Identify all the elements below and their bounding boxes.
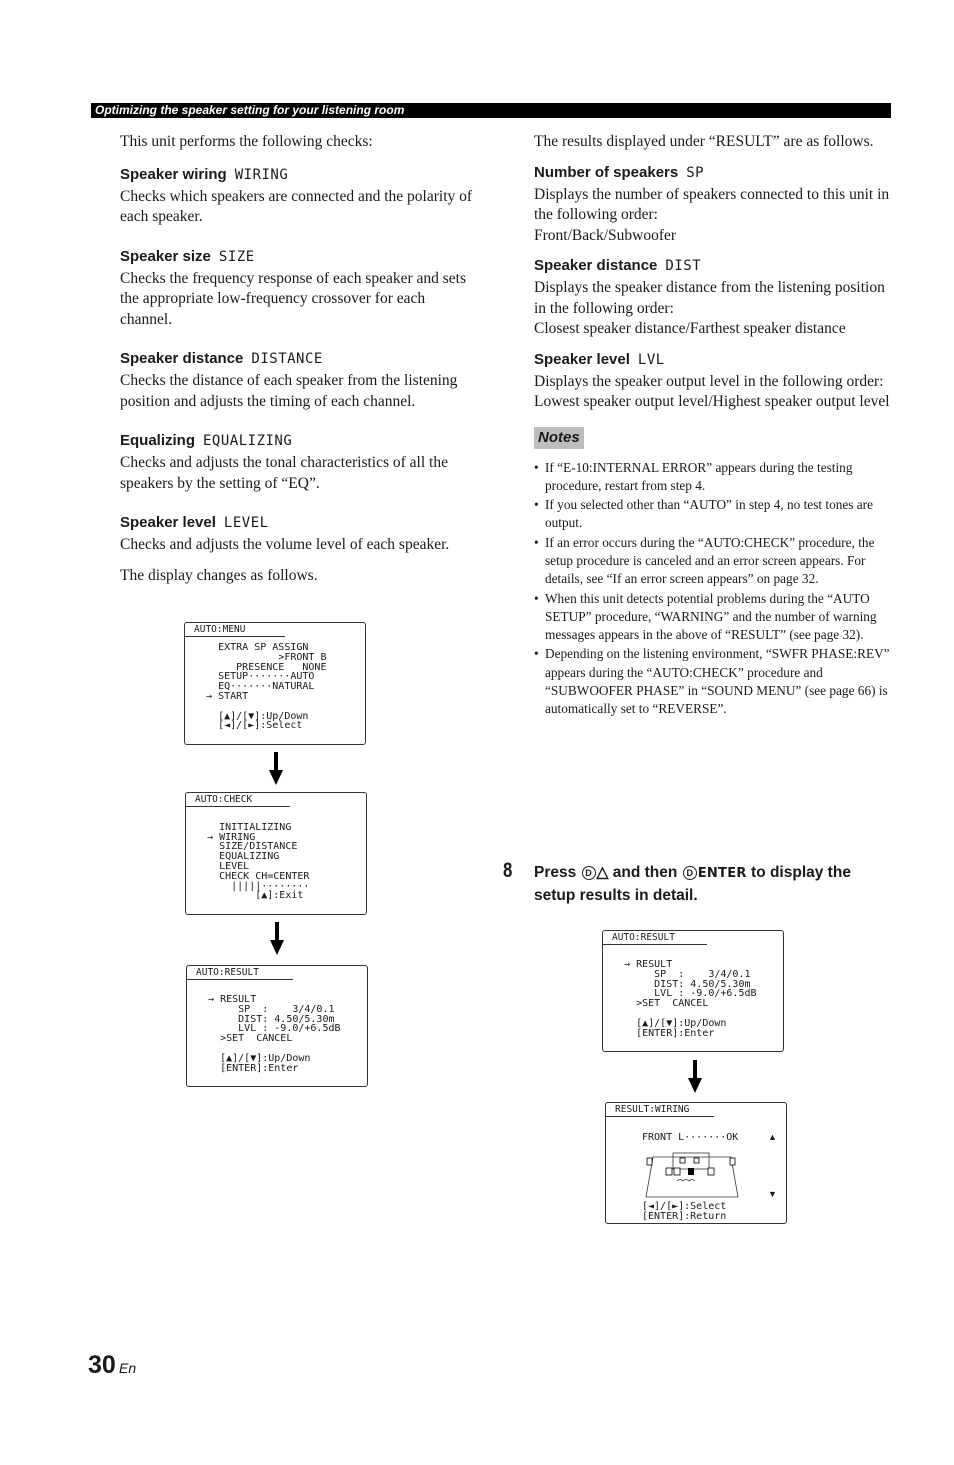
step-instruction [534, 862, 892, 907]
step-number: 8 [503, 859, 513, 882]
step-and-then: and then [612, 864, 678, 881]
check-text: Checks the frequency response of each speaker and sets the appropriate low-frequency crossover for each channel. [120, 269, 467, 328]
result-title: Speaker distance [534, 257, 658, 274]
cursor-up-icon: △ [596, 864, 609, 881]
screen-auto-check [185, 792, 367, 915]
page-number: 30 [88, 1351, 116, 1379]
section-header-title: Optimizing the speaker setting for your listening room [95, 103, 405, 117]
screen-title: RESULT:WIRING [606, 1103, 714, 1117]
check-title: Speaker wiring [120, 165, 227, 183]
note-item: • When this unit detects potential problems during the “AUTO SETUP” procedure, “WARNING” and the number of warning messages appears in the above of “RESULT” (see page 32). [534, 590, 890, 645]
flow-arrow-down-icon [688, 1060, 702, 1094]
notes-label: Notes [534, 427, 584, 449]
speaker-layout-diagram-icon [644, 1151, 740, 1199]
check-size [120, 247, 480, 331]
note-item: • If “E-10:INTERNAL ERROR” appears during the testing procedure, restart from step 4. [534, 459, 890, 496]
screen-result-wiring [605, 1102, 787, 1224]
check-equalizing [120, 431, 480, 494]
result-lcd: DIST [665, 258, 702, 274]
screen-body: EXTRA SP ASSIGN >FRONT B PRESENCE NONE SETUP·······AUTO EQ·······NATURAL → START [▲]/[▼]:Up/Down [◄]/[►]:Select [206, 642, 327, 732]
check-heading [120, 247, 480, 267]
check-lcd: LEVEL [223, 515, 269, 531]
check-lcd: WIRING [234, 166, 289, 183]
result-text: Displays the number of speakers connected to this unit in the following order: [534, 185, 890, 223]
screen-body: → RESULT SP : 3/4/0.1 DIST: 4.50/5.30m LVL : -9.0/+6.5dB >SET CANCEL [▲]/[▼]:Up/Down [ENTER]:Enter [208, 994, 341, 1074]
note-item: • Depending on the listening environment, “SWFR PHASE:REV” appears during the “AUTO:CHECK” procedure and “SUBWOOFER PHASE” in “SOUND MENU” (see page 66) is automatically set to “REVERSE”. [534, 645, 890, 718]
note-item: • If you selected other than “AUTO” in step 4, no test tones are output. [534, 496, 890, 533]
scroll-up-icon: ▲ [768, 1132, 777, 1142]
result-text: Displays the speaker output level in the following order: [534, 372, 884, 390]
check-level [120, 513, 480, 556]
check-heading [120, 513, 480, 533]
result-title: Speaker level [534, 350, 630, 368]
right-column [534, 132, 890, 720]
left-intro: This unit performs the following checks: [120, 133, 373, 150]
result-title: Number of speakers [534, 163, 679, 181]
result-lcd: LVL [637, 351, 665, 368]
d-button-icon: D [683, 866, 697, 880]
result-order: Front/Back/Subwoofer [534, 226, 677, 244]
check-text: Checks which speakers are connected and the polarity of each speaker. [120, 187, 473, 225]
check-title: Speaker level [120, 514, 216, 531]
note-item: • If an error occurs during the “AUTO:CHECK” procedure, the setup procedure is canceled and an error screen appears. For details, see “If an error screen appears” on page 32. [534, 534, 890, 589]
screen-auto-result-2 [602, 930, 784, 1052]
check-lcd: DISTANCE [251, 351, 323, 367]
screen-title: AUTO:RESULT [603, 931, 707, 945]
section-header-bar [91, 103, 891, 118]
page-language: En [119, 1360, 137, 1376]
check-lcd: SIZE [218, 248, 255, 265]
flow-arrow-down-icon [269, 752, 283, 786]
screen-title: AUTO:CHECK [186, 793, 290, 807]
screen-title: AUTO:MENU [185, 623, 285, 637]
result-number-of-speakers [534, 163, 890, 247]
enter-key-label: ENTER [697, 866, 747, 881]
check-text: Checks and adjusts the volume level of each speaker. [120, 536, 450, 553]
check-text: Checks and adjusts the tonal characteristics of all the speakers by the setting of “EQ”. [120, 454, 448, 492]
result-heading [534, 350, 890, 370]
result-heading [534, 256, 890, 276]
result-speaker-distance [534, 256, 890, 340]
notes-list [534, 459, 890, 719]
screen-body: → RESULT SP : 3/4/0.1 DIST: 4.50/5.30m LVL : -9.0/+6.5dB >SET CANCEL [▲]/[▼]:Up/Down [ENTER]:Enter [624, 959, 757, 1039]
screen-title: AUTO:RESULT [187, 966, 293, 980]
screen-body: INITIALIZING → WIRING SIZE/DISTANCE EQUALIZING LEVEL CHECK CH=CENTER |||||········ [▲]:Exit [207, 821, 310, 902]
step-rest: to display the setup results in detail. [534, 864, 851, 904]
result-heading [534, 163, 890, 183]
wiring-footer: [◄]/[►]:Select [ENTER]:Return [642, 1201, 727, 1222]
wiring-status-line: FRONT L·······OK [642, 1132, 739, 1143]
step-press: Press [534, 864, 577, 881]
d-button-icon: D [582, 866, 596, 880]
screen-auto-result [186, 965, 368, 1087]
check-heading [120, 165, 480, 185]
scroll-down-icon: ▼ [768, 1189, 777, 1199]
flow-arrow-down-icon [270, 922, 284, 956]
left-column [120, 132, 480, 586]
right-intro: The results displayed under “RESULT” are as follows. [534, 133, 874, 150]
result-lcd: SP [686, 164, 705, 181]
result-speaker-level [534, 350, 890, 413]
check-wiring [120, 165, 480, 228]
check-title: Speaker distance [120, 350, 244, 367]
result-order: Closest speaker distance/Farthest speaker distance [534, 320, 846, 337]
check-heading [120, 431, 480, 451]
check-title: Equalizing [120, 432, 195, 449]
display-changes-text: The display changes as follows. [120, 566, 318, 584]
result-order: Lowest speaker output level/Highest speaker output level [534, 393, 890, 410]
check-distance [120, 349, 480, 412]
check-title: Speaker size [120, 247, 211, 265]
result-text: Displays the speaker distance from the listening position in the following order: [534, 279, 885, 317]
screen-auto-menu [184, 622, 366, 745]
check-heading [120, 349, 480, 369]
check-lcd: EQUALIZING [203, 433, 293, 449]
check-text: Checks the distance of each speaker from the listening position and adjusts the timing of each channel. [120, 372, 458, 410]
